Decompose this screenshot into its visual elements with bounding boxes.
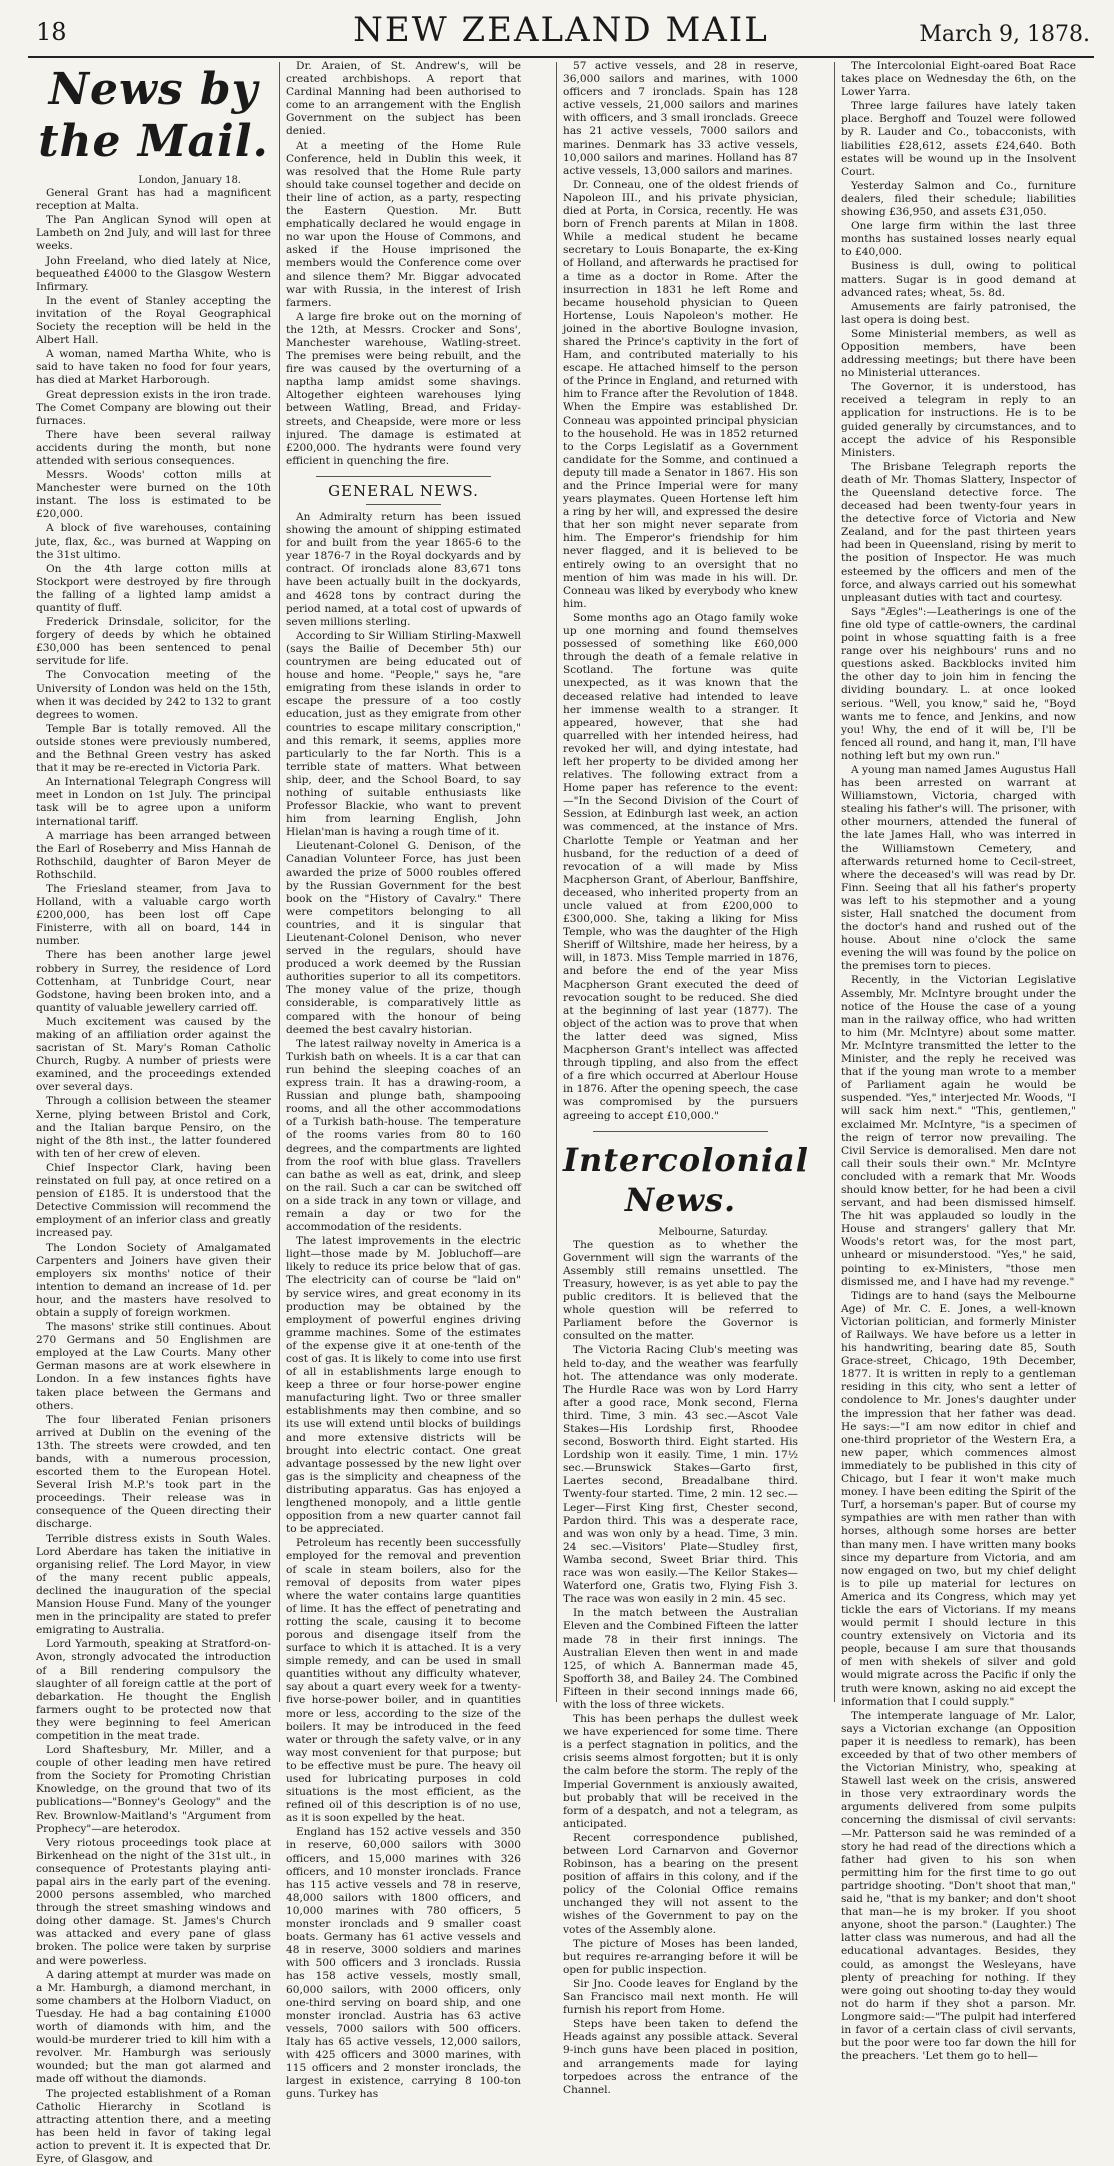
article-paragraph: There has been another large jewel robbery in Surrey, the residence of Lord Cottenham, at Tunbridge Court, near Godstone, having been broken into, and a quantity of valuable jewellery carried off.: [36, 949, 271, 1014]
article-paragraph: Frederick Drinsdale, solicitor, for the forgery of deeds by which he obtained £30,000 has been sentenced to penal servitude for life.: [36, 616, 271, 668]
column-rule: [556, 62, 557, 1702]
article-paragraph: This has been perhaps the dullest week we have experienced for some time. There is a perfect stagnation in politics, and the crisis seems almost forgotten; but it is only the calm before the storm. The reply of the Imperial Government is anxiously awaited, but probably that will be received in the form of a despatch, and not a telegram, as anticipated.: [563, 1713, 798, 1831]
article-paragraph: England has 152 active vessels and 350 in reserve, 60,000 sailors with 3000 officers, and 15,000 marines with 326 officers, and 10 monster ironclads. France has 115 active vessels and 78 in reserve, 48,000 sailors with 1800 officers, and 10,000 marines with 780 officers, 5 monster ironclads and 9 smaller coast boats. Germany has 61 active vessels and 48 in reserve, 3000 soldiers and marines with 500 officers and 3 ironclads. Russia has 158 active vessels, mostly small, 60,000 sailors, with 2000 officers, only one-third serving on board ship, and one monster ironclad. Austria has 63 active vessels, 7000 sailors with 500 officers. Italy has 65 active vessels, 12,000 sailors, with 425 officers and 3000 marines, with 115 officers and 2 monster ironclads, the largest in existence, carrying 8 100-ton guns. Turkey has: [286, 1826, 521, 2101]
article-paragraph: Temple Bar is totally removed. All the outside stones were previously numbered, and the Bethnal Green vestry has asked that it may be re-erected in Victoria Park.: [36, 723, 271, 775]
dateline: Melbourne, Saturday.: [563, 1226, 768, 1239]
article-paragraph: Messrs. Woods' cotton mills at Manchester were burned on the 10th instant. The loss is estimated to be £20,000.: [36, 469, 271, 521]
article-paragraph: Sir Jno. Coode leaves for England by the San Francisco mail next month. He will furnish his report from Home.: [563, 1978, 798, 2017]
article-paragraph: A woman, named Martha White, who is said to have taken no food for four years, has died at Market Harborough.: [36, 348, 271, 387]
article-paragraph: A young man named James Augustus Hall has been arrested on warrant at Williamstown, Victoria, charged with stealing his father's will. The prisoner, with other mourners, attended the funeral of the late James Hall, who was interred in the Williamstown Cemetery, and afterwards returned home to Cecil-street, where the deceased's will was read by Dr. Finn. Seeing that all his father's property was left to his stepmother and a young sister, Hall snatched the document from the doctor's hand and rushed out of the house. About nine o'clock the same evening the will was found by the police on the premises torn to pieces.: [841, 764, 1076, 974]
article-paragraph: On the 4th large cotton mills at Stockport were destroyed by fire through the falling of a lighted lamp amidst a quantity of fluff.: [36, 563, 271, 615]
article-paragraph: Through a collision between the steamer Xerne, plying between Bristol and Cork, and the Italian barque Pensiro, on the night of the 8th inst., the latter foundered with ten of her crew of eleven.: [36, 1095, 271, 1160]
article-list: [841, 60, 1076, 2063]
article-paragraph: A marriage has been arranged between the Earl of Roseberry and Miss Hannah de Rothschild, daughter of Baron Meyer de Rothschild.: [36, 830, 271, 882]
article-paragraph: According to Sir William Stirling-Maxwell (says the Bailie of December 5th) our countrymen are being educated out of house and home. "People," says he, "are emigrating from these islands in order to escape the pressure of a too costly education, just as they emigrate from other countries to escape military conscription," and this remark, it seems, applies more particularly to the far North. This is a terrible state of matters. What between ship, deer, and the School Board, to say nothing of suitable enthusiasts like Professor Blackie, who want to prevent him from learning English, John Hielan'man is having a rough time of it.: [286, 630, 521, 840]
article-paragraph: The masons' strike still continues. About 270 Germans and 50 Englishmen are employed at the Law Courts. Many other German masons are at work elsewhere in London. In a few instances fights have taken place between the Germans and others.: [36, 1321, 271, 1413]
article-paragraph: The question as to whether the Government will sign the warrants of the Assembly still remains unsettled. The Treasury, however, is as yet able to pay the public creditors. It is believed that the whole question will be referred to Parliament before the Governor is consulted on the matter.: [563, 1239, 798, 1344]
article-paragraph: Lord Yarmouth, speaking at Stratford-on-Avon, strongly advocated the introduction of a Bill rendering compulsory the slaughter of all foreign cattle at the port of debarkation. He thought the English farmers ought to be protected now that they were beginning to feel American competition in the meat trade.: [36, 1638, 271, 1743]
section-heading-intercolonial-news: Intercolonial News.: [563, 1140, 798, 1220]
article-paragraph: Some months ago an Otago family woke up one morning and found themselves possessed of something like £60,000 through the death of a female relative in Scotland. The fortune was quite unexpected, as it was known that the deceased relative had intended to leave her immense wealth to a stranger. It appeared, however, that she had quarrelled with her intended heiress, had revoked her will, and dying intestate, had left her property to be divided among her relatives. The following extract from a Home paper has reference to the event:—"In the Second Division of the Court of Session, at Edinburgh last week, an action was commenced, at the instance of Mrs. Charlotte Temple or Yeatman and her husband, for the reduction of a deed of revocation of a will made by Miss Macpherson Grant, of Aberlour, Banffshire, deceased, who inherited property from an uncle valued at from £200,000 to £300,000. She, taking a liking for Miss Temple, who was the daughter of the High Sheriff of Wiltshire, made her heiress, by a will, in 1873. Miss Temple married in 1876, and before the end of the year Miss Macpherson Grant executed the deed of revocation sought to be reduced. She died at the beginning of last year (1877). The object of the action was to prove that when the latter deed was signed, Miss Macpherson Grant's intellect was affected through tippling, and also from the effect of a fire which occurred at Aberlour House in 1876. After the opening speech, the case was compromised by the pursuers agreeing to accept £10,000.": [563, 612, 798, 1123]
article-paragraph: The picture of Moses has been landed, but requires re-arranging before it will be open for public inspection.: [563, 1938, 798, 1977]
column-2: [286, 60, 521, 1700]
article-paragraph: A block of five warehouses, containing jute, flax, &c., was burned at Wapping on the 31st ultimo.: [36, 522, 271, 561]
article-paragraph: Recent correspondence published, between Lord Carnarvon and Governor Robinson, has a bearing on the present position of affairs in this colony, and if the policy of the Colonial Office remains unchanged they will not assent to the wishes of the Government to pay on the votes of the Assembly alone.: [563, 1832, 798, 1937]
article-paragraph: The four liberated Fenian prisoners arrived at Dublin on the evening of the 13th. The streets were crowded, and ten bands, with a numerous procession, escorted them to the European Hotel. Several Irish M.P.'s took part in the proceedings. Their release was in consequence of the Queen directing their discharge.: [36, 1414, 271, 1532]
article-paragraph: The latest improvements in the electric light—those made by M. Jobluchoff—are likely to reduce its price below that of gas. The electricity can of course be "laid on" by service wires, and great economy in its production may be obtained by the employment of powerful engines driving gramme machines. Some of the estimates of the expense give it at one-tenth of the cost of gas. It is likely to come into use first of all in establishments large enough to keep a three or four horse-power engine manufacturing light. Two or three smaller establishments may then combine, and so its use will extend until blocks of buildings and more extensive districts will be brought into electric contact. One great advantage possessed by the new light over gas is the simplicity and cheapness of the distributing apparatus. Gas has enjoyed a lengthened monopoly, and a little gentle opposition from a new quarter cannot fail to be appreciated.: [286, 1235, 521, 1536]
article-paragraph: A large fire broke out on the morning of the 12th, at Messrs. Crocker and Sons', Manchester warehouse, Watling-street. The premises were being rebuilt, and the fire was caused by the overturning of a naptha lamp amidst some shavings. Altogether eighteen warehouses lying between Watling, Bread, and Friday-streets, and Cheapside, were more or less injured. The damage is estimated at £200,000. The hydrants were found very efficient in quenching the fire.: [286, 311, 521, 468]
article-list: [286, 511, 521, 2101]
article-paragraph: The Convocation meeting of the University of London was held on the 15th, when it was decided by 242 to 132 to grant degrees to women.: [36, 669, 271, 721]
article-paragraph: One large firm within the last three months has sustained losses nearly equal to £40,000.: [841, 220, 1076, 259]
article-paragraph: Lieutenant-Colonel G. Denison, of the Canadian Volunteer Force, has just been awarded the prize of 5000 roubles offered by the Russian Government for the best book on the "History of Cavalry." There were competitors belonging to all countries, and it is singular that Lieutenant-Colonel Denison, who never served in the regulars, should have produced a work deemed by the Russian authorities superior to all its competitors. The money value of the prize, though considerable, is comparatively little as compared with the honour of being deemed the best cavalry historian.: [286, 840, 521, 1036]
section-heading-news-by-mail: News by the Mail.: [36, 64, 271, 168]
article-paragraph: The Friesland steamer, from Java to Holland, with a valuable cargo worth £200,000, has been lost off Cape Finisterre, with all on board, 144 in number.: [36, 883, 271, 948]
article-paragraph: The projected establishment of a Roman Catholic Hierarchy in Scotland is attracting attention there, and a meeting has been held in favor of taking legal action to prevent it. It is expected that Dr. Eyre, of Glasgow, and: [36, 2088, 271, 2166]
column-rule: [279, 62, 280, 1702]
article-paragraph: Business is dull, owing to political matters. Sugar is in good demand at advanced rates; wheat, 5s. 8d.: [841, 260, 1076, 299]
article-paragraph: Dr. Conneau, one of the oldest friends of Napoleon III., and his private physician, died at Porta, in Corsica, recently. He was born of French parents at Milan in 1808. While a medical student he became secretary to Louis Bonaparte, the ex-King of Holland, and afterwards he practised for a time as a doctor in Rome. After the insurrection in 1831 he left Rome and became household physician to Queen Hortense, Louis Napoleon's mother. He joined in the abortive Boulogne invasion, shared the Prince's captivity in the fort of Ham, and contributed materially to his escape. He attached himself to the person of the Prince in England, and returned with him to France after the Revolution of 1848. When the Empire was established Dr. Conneau was appointed principal physician to the household. He was in 1852 returned to the Corps Legislatif as a Government candidate for the Somme, and continued a deputy till made a Senator in 1867. His son and the Prince Imperial were for many years playmates. Queen Hortense left him a ring by her will, and expressed the desire that her son might never separate from him. The Emperor's friendship for him never flagged, and it is believed to be entirely owing to an oversight that no mention of him was made in his will. Dr. Conneau was liked by everybody who knew him.: [563, 179, 798, 611]
article-paragraph: 57 active vessels, and 28 in reserve, 36,000 sailors and marines, with 1000 officers and 7 ironclads. Spain has 128 active vessels, 21,000 sailors and marines with officers, and 3 small ironclads. Greece has 21 active vessels, 7000 sailors and marines. Denmark has 33 active vessels, 10,000 sailors and marines. Holland has 87 active vessels, 13,000 sailors and marines.: [563, 60, 798, 178]
article-paragraph: The Pan Anglican Synod will open at Lambeth on 2nd July, and will last for three weeks.: [36, 214, 271, 253]
article-paragraph: Petroleum has recently been successfully employed for the removal and prevention of scale in steam boilers, also for the removal of deposits from water pipes where the water contains large quantities of lime. It has the effect of penetrating and rotting the scale, causing it to become porous and disengage itself from the surface to which it is attached. It is a very simple remedy, and can be used in small quantities without any difficulty whatever, say about a quart every week for a twenty-five horse-power boiler, and in quantities more or less, according to the size of the boilers. It may be introduced in the feed water or through the safety valve, or in any way most convenient for that purpose; but to be effective must be pure. The heavy oil used for lubricating purposes in cold situations is the most efficient, as the refined oil of this description is of no use, as it is soon expelled by the heat.: [286, 1537, 521, 1825]
article-list: [563, 60, 798, 1123]
column-3: [563, 60, 798, 1700]
article-paragraph: Yesterday Salmon and Co., furniture dealers, filed their schedule; liabilities showing £36,950, and assets £31,050.: [841, 180, 1076, 219]
article-paragraph: Three large failures have lately taken place. Berghoff and Touzel were followed by R. Lauder and Co., tobacconists, with liabilities £28,612, assets £24,640. Both estates will be wound up in the Insolvent Court.: [841, 100, 1076, 179]
article-paragraph: Terrible distress exists in South Wales. Lord Aberdare has taken the initiative in organising relief. The Lord Mayor, in view of the many recent public appeals, declined the inauguration of the special Mansion House Fund. Many of the younger men in the principality are stated to prefer emigrating to Australia.: [36, 1533, 271, 1638]
article-paragraph: John Freeland, who died lately at Nice, bequeathed £4000 to the Glasgow Western Infirmary.: [36, 255, 271, 294]
article-paragraph: Great depression exists in the iron trade. The Comet Company are blowing out their furnaces.: [36, 389, 271, 428]
article-paragraph: Chief Inspector Clark, having been reinstated on full pay, at once retired on a pension of £185. It is understood that the Detective Commission will recommend the employment of an inferior class and greatly increased pay.: [36, 1162, 271, 1241]
masthead: [28, 8, 1094, 58]
article-list: [286, 60, 521, 468]
column-rule: [834, 62, 835, 1702]
article-paragraph: An International Telegraph Congress will meet in London on 1st July. The principal task will be to agree upon a uniform international tariff.: [36, 776, 271, 828]
article-paragraph: Says "Ægles":—Leatherings is one of the fine old type of cattle-owners, the cardinal point in whose squatting faith is a free range over his neighbours' runs and no questions asked. Backblocks invited him the other day to join him in fencing the dividing boundary. L. at once looked serious. "Well, you know," said he, "Boyd wants me to fence, and Jenkins, and now you! Why, the end of it will be, I'll be fenced all round, and hang it, man, I'll have nothing left but my own run.": [841, 606, 1076, 763]
article-paragraph: Dr. Araien, of St. Andrew's, will be created archbishops. A report that Cardinal Manning had been authorised to come to an arrangement with the English Government on the subject has been denied.: [286, 60, 521, 139]
section-heading-general-news: GENERAL NEWS.: [286, 485, 521, 498]
newspaper-title: NEW ZEALAND MAIL: [28, 10, 1094, 50]
article-paragraph: Much excitement was caused by the making of an affiliation order against the sacristan of St. Mary's Roman Catholic Church, Rugby. A number of priests were examined, and the proceedings extended over several days.: [36, 1016, 271, 1095]
article-paragraph: General Grant has had a magnificent reception at Malta.: [36, 187, 271, 213]
article-paragraph: Tidings are to hand (says the Melbourne Age) of Mr. C. E. Jones, a well-known Victorian politician, and formerly Minister of Railways. We have before us a letter in his handwriting, bearing date 85, South Grace-street, Chicago, 19th December, 1877. It is written in reply to a gentleman residing in this city, who sent a letter of condolence to Mr. Jones's daughter under the impression that her father was dead. He says:—"I am now editor in chief and one-third proprietor of the Western Era, a new paper, which commences almost immediately to be published in this city of Chicago, but I fear it won't make much money. I have been editing the Spirit of the Turf, a horseman's paper. But of course my sympathies are with men rather than with horses, although some horses are better than many men. I have written many books since my departure from Victoria, and am now engaged on two, but my chief delight is to pile up material for lectures on America and its Congress, which may yet tickle the ears of Victorians. If my means would permit I should lecture in this country extensively on Victoria and its people, because I am sure that thousands of men with shekels of silver and gold would migrate across the Pacific if only the truth were known, asking no aid except the information that I could supply.": [841, 1290, 1076, 1709]
divider: [366, 504, 441, 505]
article-paragraph: A daring attempt at murder was made on a Mr. Hamburgh, a diamond merchant, in some chambers at the Holborn Viaduct, on Tuesday. He had a bag containing £1000 worth of diamonds with him, and the would-be murderer tried to kill him with a revolver. Mr. Hamburgh was seriously wounded; but the man got alarmed and made off without the diamonds.: [36, 1969, 271, 2087]
article-paragraph: In the event of Stanley accepting the invitation of the Royal Geographical Society the reception will be held in the Albert Hall.: [36, 295, 271, 347]
dateline: London, January 18.: [36, 174, 241, 187]
article-paragraph: The Intercolonial Eight-oared Boat Race takes place on Wednesday the 6th, on the Lower Yarra.: [841, 60, 1076, 99]
divider: [593, 1131, 768, 1132]
page-number: 18: [36, 18, 67, 46]
article-paragraph: The Brisbane Telegraph reports the death of Mr. Thomas Slattery, Inspector of the Queensland detective force. The deceased had been twenty-four years in the detective force of Victoria and New Zealand, and for the past thirteen years had been in Queensland, rising by merit to the position of Inspector. He was much esteemed by the officers and men of the force, and always carried out his somewhat unpleasant duties with tact and courtesy.: [841, 461, 1076, 605]
article-paragraph: The latest railway novelty in America is a Turkish bath on wheels. It is a car that can run behind the sleeping coaches of an express train. It has a drawing-room, a Russian and plunge bath, shampooing rooms, and all the other accommodations of a Turkish bath-house. The temperature of the rooms varies from 80 to 160 degrees, and the compartments are lighted from the roof with blue glass. Travellers can bathe as well as eat, drink, and sleep on the rail. Such a car can be switched off on a side track in any town or village, and remain a day or two for the accommodation of the residents.: [286, 1038, 521, 1234]
article-paragraph: Amusements are fairly patronised, the last opera is doing best.: [841, 301, 1076, 327]
article-paragraph: Very riotous proceedings took place at Birkenhead on the night of the 31st ult., in consequence of Protestants playing anti-papal airs in the early part of the evening. 2000 persons assembled, who marched through the street smashing windows and doing other damage. St. James's Church was attacked and every pane of glass broken. The police were taken by surprise and were powerless.: [36, 1837, 271, 1968]
divider: [316, 476, 491, 477]
article-paragraph: The London Society of Amalgamated Carpenters and Joiners have given their employers six months' notice of their intention to demand an increase of 1d. per hour, and the masters have resolved to obtain a supply of foreign workmen.: [36, 1242, 271, 1321]
article-list: [36, 187, 271, 2166]
issue-date: March 9, 1878.: [919, 22, 1090, 47]
article-paragraph: Some Ministerial members, as well as Opposition members, have been addressing meetings; but there have been no Ministerial utterances.: [841, 328, 1076, 380]
article-paragraph: An Admiralty return has been issued showing the amount of shipping estimated for and built from the year 1865-6 to the year 1876-7 in the Royal dockyards and by contract. Of ironclads alone 83,671 tons have been actually built in the dockyards, and 4628 tons by contract during the period named, at a total cost of upwards of seven millions sterling.: [286, 511, 521, 629]
article-paragraph: Recently, in the Victorian Legislative Assembly, Mr. McIntyre brought under the notice of the House the case of a young man in the railway office, who had written to him (Mr. McIntyre) about some matter. Mr. McIntyre transmitted the letter to the Minister, and the reply he received was that if the young man wrote to a member of Parliament again he would be suspended. "Yes," interjected Mr. Woods, "I will sack him next." "This, gentlemen," exclaimed Mr. McIntyre, "is a specimen of the reign of terror now prevailing. The Civil Service is demoralised. Men dare not call their souls their own." Mr. McIntyre concluded with a remark that Mr. Woods should know better, for he had been a civil servant, and had been dismissed himself. The hit was applauded so loudly in the House and strangers' gallery that Mr. Woods's retort was, for the most part, unheard or misunderstood. "Yes," he said, pointing to ex-Ministers, "those men dismissed me, and I have had my revenge.": [841, 974, 1076, 1288]
article-paragraph: In the match between the Australian Eleven and the Combined Fifteen the latter made 78 in their first innings. The Australian Eleven then went in and made 125, of which A. Bannerman made 45, Spofforth 38, and Bailey 24. The Combined Fifteen in their second innings made 66, with the loss of three wickets.: [563, 1607, 798, 1712]
article-paragraph: The intemperate language of Mr. Lalor, says a Victorian exchange (an Opposition paper it is needless to remark), has been exceeded by that of two other members of the Victorian Ministry, who, speaking at Stawell last week on the crisis, answered in those very extraordinary words the arguments delivered from some pulpits concerning the dismissal of civil servants:—Mr. Patterson said he was reminded of a story he had read of the directions which a father had given to his son when permitting him for the first time to go out partridge shooting. "Don't shoot that man," said he, "that is my banker; and don't shoot that man—he is my broker. If you shoot anyone, shoot the parson." (Laughter.) The latter class was numerous, and had all the educational advantages. Besides, they could, as amongst the Wesleyans, have plenty of preaching for nothing. If they were going out shooting to-day they would not do harm if they shot a parson. Mr. Longmore said:—"The pulpit had interfered in favor of a certain class of civil servants, but the poor were too far down the hill for the preachers. 'Let them go to hell—: [841, 1710, 1076, 2064]
article-list: [563, 1239, 798, 2097]
article-paragraph: The Victoria Racing Club's meeting was held to-day, and the weather was fearfully hot. The attendance was only moderate. The Hurdle Race was won by Lord Harry after a good race, Monk second, Flerna third. Time, 3 min. 43 sec.—Ascot Vale Stakes—His Lordship first, Rhoodee second, Bosworth third. Eight started. His Lordship won it easily. Time, 1 min. 17½ sec.—Brunswick Stakes—Garto first, Laertes second, Breadalbane third. Twenty-four started. Time, 2 min. 12 sec.—Leger—First King first, Chester second, Pardon third. This was a desperate race, and was won only by a head. Time, 3 min. 24 sec.—Visitors' Plate—Studley first, Wamba second, Sweet Briar third. This race was won easily.—The Keilor Stakes—Waterford one, Gratis two, Flying Fish 3. The race was won easily in 2 min. 45 sec.: [563, 1344, 798, 1606]
article-paragraph: At a meeting of the Home Rule Conference, held in Dublin this week, it was resolved that the Home Rule party should take counsel together and decide on their line of action, as a party, respecting the Eastern Question. Mr. Butt emphatically declared he would engage in no war upon the House of Commons, and asked if the House imprisoned the members would the Conference come over and silence them? Mr. Biggar advocated war with Russia, in the interest of Irish farmers.: [286, 140, 521, 310]
article-paragraph: Lord Shaftesbury, Mr. Miller, and a couple of other leading men have retired from the Society for Promoting Christian Knowledge, on the ground that two of its publications—"Bonney's Geology" and the Rev. Brownlow-Maitland's "Argument from Prophecy"—are heterodox.: [36, 1744, 271, 1836]
column-1: [36, 60, 271, 1700]
article-paragraph: Steps have been taken to defend the Heads against any possible attack. Several 9-inch guns have been placed in position, and arrangements made for laying torpedoes across the entrance of the Channel.: [563, 2018, 798, 2097]
column-4: [841, 60, 1076, 1700]
article-paragraph: The Governor, it is understood, has received a telegram in reply to an application for instructions. He is to be guided generally by circumstances, and to accept the advice of his Responsible Ministers.: [841, 381, 1076, 460]
article-paragraph: There have been several railway accidents during the month, but none attended with serious consequences.: [36, 429, 271, 468]
